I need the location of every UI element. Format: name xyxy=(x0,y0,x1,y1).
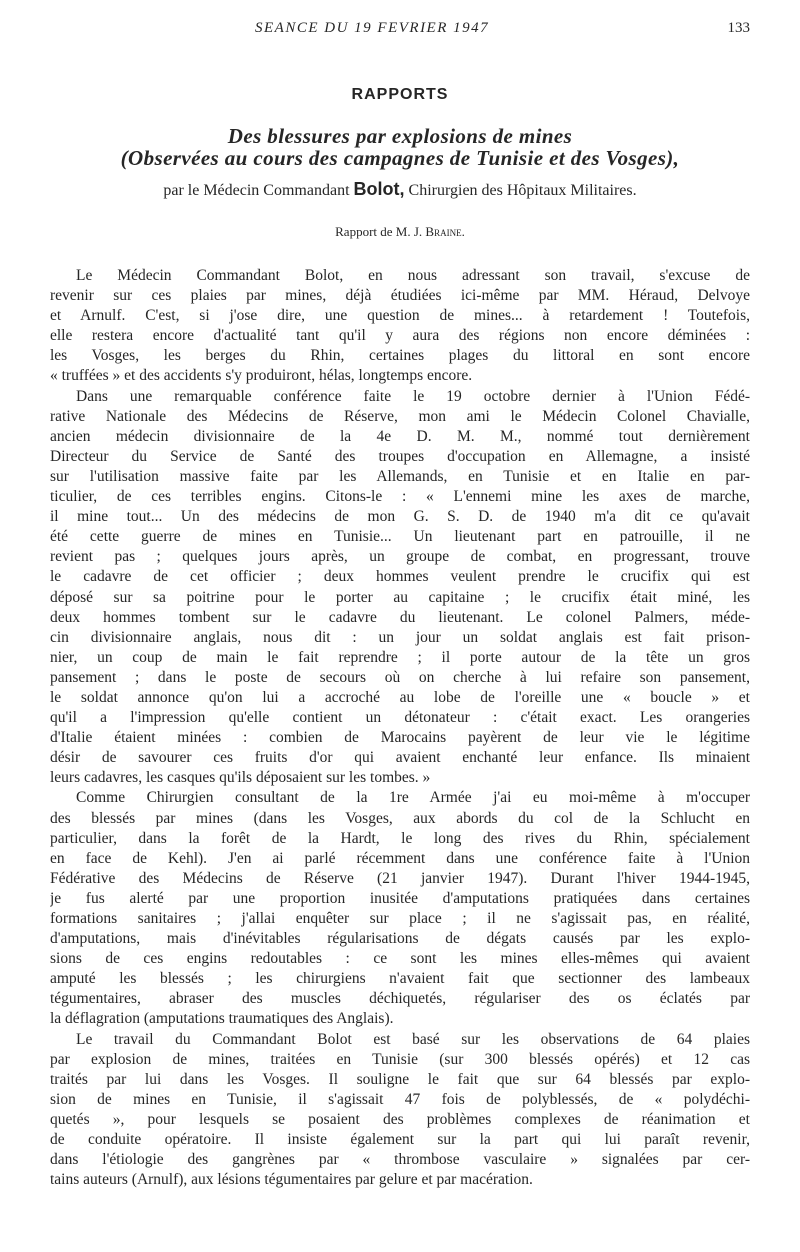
text-line: Dans une remarquable conférence faite le 19 octobre dernier à l'Union Fédé- xyxy=(76,387,750,405)
text-line: qu'il a l'impression qu'elle contient un détonateur : c'était exact. Les orangeries xyxy=(50,709,750,727)
text-line: particulier, dans la forêt de la Hardt, le long des rives du Rhin, spécialement xyxy=(50,829,750,847)
byline xyxy=(0,179,800,200)
page-number: 133 xyxy=(727,20,750,36)
text-line: tains auteurs (Arnulf), aux lésions tégumentaires par gelure et par macération. xyxy=(50,1171,533,1189)
text-line: des blessés par mines (dans les Vosges, aux abords du col de la Schlucht en xyxy=(50,809,750,827)
text-line: dans l'étiologie des gangrènes par « thrombose vasculaire » signalées par cer- xyxy=(50,1151,750,1169)
text-line: par explosion de mines, traitées en Tunisie (sur 300 blessés opérés) et 12 cas xyxy=(50,1050,750,1068)
text-line: sur l'utilisation massive faite par les Allemands, en Tunisie et en Italie en par- xyxy=(50,467,750,485)
text-line: pansement ; dans le poste de secours où on cherche à lui refaire son pansement, xyxy=(50,668,750,686)
text-line: de conduite opératoire. Il insiste également sur la part qui lui paraît revenir, xyxy=(50,1131,750,1149)
text-line: traités par lui dans les Vosges. Il souligne le fait que sur 64 blessés par explo- xyxy=(50,1070,750,1088)
text-line: rative Nationale des Médecins de Réserve, mon ami le Médecin Colonel Chavialle, xyxy=(50,407,750,425)
text-line: formations sanitaires ; j'allai enquêter sur place ; il ne s'agissait pas, en réalité, xyxy=(50,910,750,927)
text-line: il mine tout... Un des médecins de mon G. S. D. de 1940 m'a dit ce qu'avait xyxy=(50,508,750,526)
text-line: Fédérative des Médecins de Réserve (21 janvier 1947). Durant l'hiver 1944-1945, xyxy=(50,869,750,887)
article-title-line-1: Des blessures par explosions de mines xyxy=(227,124,573,148)
byline-author: Bolot, xyxy=(353,179,405,199)
text-line: et Arnulf. C'est, si j'ose dire, une question de mines... à retardement ! Toutefois, xyxy=(50,307,750,325)
paragraph xyxy=(50,1030,750,1191)
text-line: le soldat annonce qu'on lui a accroché au lobe de l'oreille une « boucle » et xyxy=(50,688,750,706)
text-line: d'Italie étaient minées : combien de Marocains payèrent de leur vie le légitime xyxy=(50,729,750,747)
text-line: Comme Chirurgien consultant de la 1re Armée j'ai eu moi-même à m'occuper xyxy=(76,789,750,807)
text-line: Le travail du Commandant Bolot est basé sur les observations de 64 plaies xyxy=(76,1030,750,1048)
text-line: désir de savourer ces fruits d'or qui avaient enchanté leur enfance. Ils minaient xyxy=(50,749,750,767)
text-line: été cette guerre de mines en Tunisie... Un lieutenant part en patrouille, il ne xyxy=(50,528,750,546)
text-line: le cadavre de cet officier ; deux hommes veulent prendre le crucifix qui est xyxy=(50,568,750,586)
text-line: en face de Kehl). J'en ai parlé récemment dans une conférence faite à l'Union xyxy=(50,849,750,867)
byline-suffix: Chirurgien des Hôpitaux Militaires. xyxy=(408,182,637,199)
text-line: les Vosges, les berges du Rhin, certaines plages du littoral en sont encore xyxy=(50,347,750,365)
article-body xyxy=(50,266,750,1190)
text-line: deux hommes tombent sur le cadavre du lieutenant. Le colonel Palmers, méde- xyxy=(50,608,750,626)
text-line: ticulier, de ces terribles engins. Citons-le : « L'ennemi mine les axes de marche, xyxy=(50,488,750,506)
article-title-line-2: (Observées au cours des campagnes de Tunisie et des Vosges), xyxy=(120,146,680,170)
text-line: la déflagration (amputations traumatiques des Anglais). xyxy=(50,1010,394,1028)
report-attribution xyxy=(0,224,800,240)
section-title: RAPPORTS xyxy=(351,86,449,103)
text-line: d'amputations, mais d'inévitables régularisations de dégats causés par les explo- xyxy=(50,930,750,948)
text-line: tégumentaires, abraser des muscles déchiquetés, régulariser des os éclatés par xyxy=(50,990,750,1008)
paragraph xyxy=(50,788,750,1029)
text-line: quetés », pour lesquels se posaient des problèmes complexes de réanimation et xyxy=(50,1110,750,1128)
text-line: revient pas ; quelques jours après, un groupe de combat, en progressant, trouve xyxy=(50,548,750,566)
report-prefix: Rapport de M. J. xyxy=(335,224,423,239)
text-line: sion de mines en Tunisie, il s'agissait 47 fois de polyblessés, de « polydéchi- xyxy=(50,1090,750,1108)
paragraph xyxy=(50,387,750,789)
text-line: revenir sur ces plaies par mines, déjà étudiées ici-même par MM. Héraud, Delvoye xyxy=(50,287,750,305)
running-title: SEANCE DU 19 FEVRIER 1947 xyxy=(255,20,490,36)
text-line: je fus alerté par une proportion inusitée d'amputations pratiquées dans certaines xyxy=(50,889,750,907)
text-line: nier, un coup de main le fait reprendre ; il porte autour de la tête un gros xyxy=(50,648,750,666)
report-author: Braine. xyxy=(425,224,465,239)
text-line: amputé les blessés ; les chirurgiens n'avaient fait que sectionner des lambeaux xyxy=(50,970,750,988)
text-line: Le Médecin Commandant Bolot, en nous adressant son travail, s'excuse de xyxy=(76,267,750,284)
text-line: Directeur du Service de Santé des troupes d'occupation en Allemagne, a insisté xyxy=(50,447,750,465)
text-line: elle restera encore d'actualité tant qu'il y aura des régions non encore déminées : xyxy=(50,327,750,345)
running-header xyxy=(0,20,800,42)
byline-prefix: par le Médecin Commandant xyxy=(163,182,350,199)
paragraph xyxy=(50,266,750,387)
text-line: sions de ces engins redoutables : ce sont les mines elles-mêmes qui avaient xyxy=(50,950,750,968)
text-line: leurs cadavres, les casques qu'ils déposaient sur les tombes. » xyxy=(50,769,431,787)
text-line: ancien médecin divisionnaire de la 4e D. M. M., nommé tout dernièrement xyxy=(50,427,750,445)
text-line: déposé sur sa poitrine pour le porter au capitaine ; le crucifix était miné, les xyxy=(50,588,750,606)
text-line: cin divisionnaire anglais, nous dit : un jour un soldat anglais est fait prison- xyxy=(50,628,750,646)
text-line: « truffées » et des accidents s'y produiront, hélas, longtemps encore. xyxy=(50,367,473,385)
